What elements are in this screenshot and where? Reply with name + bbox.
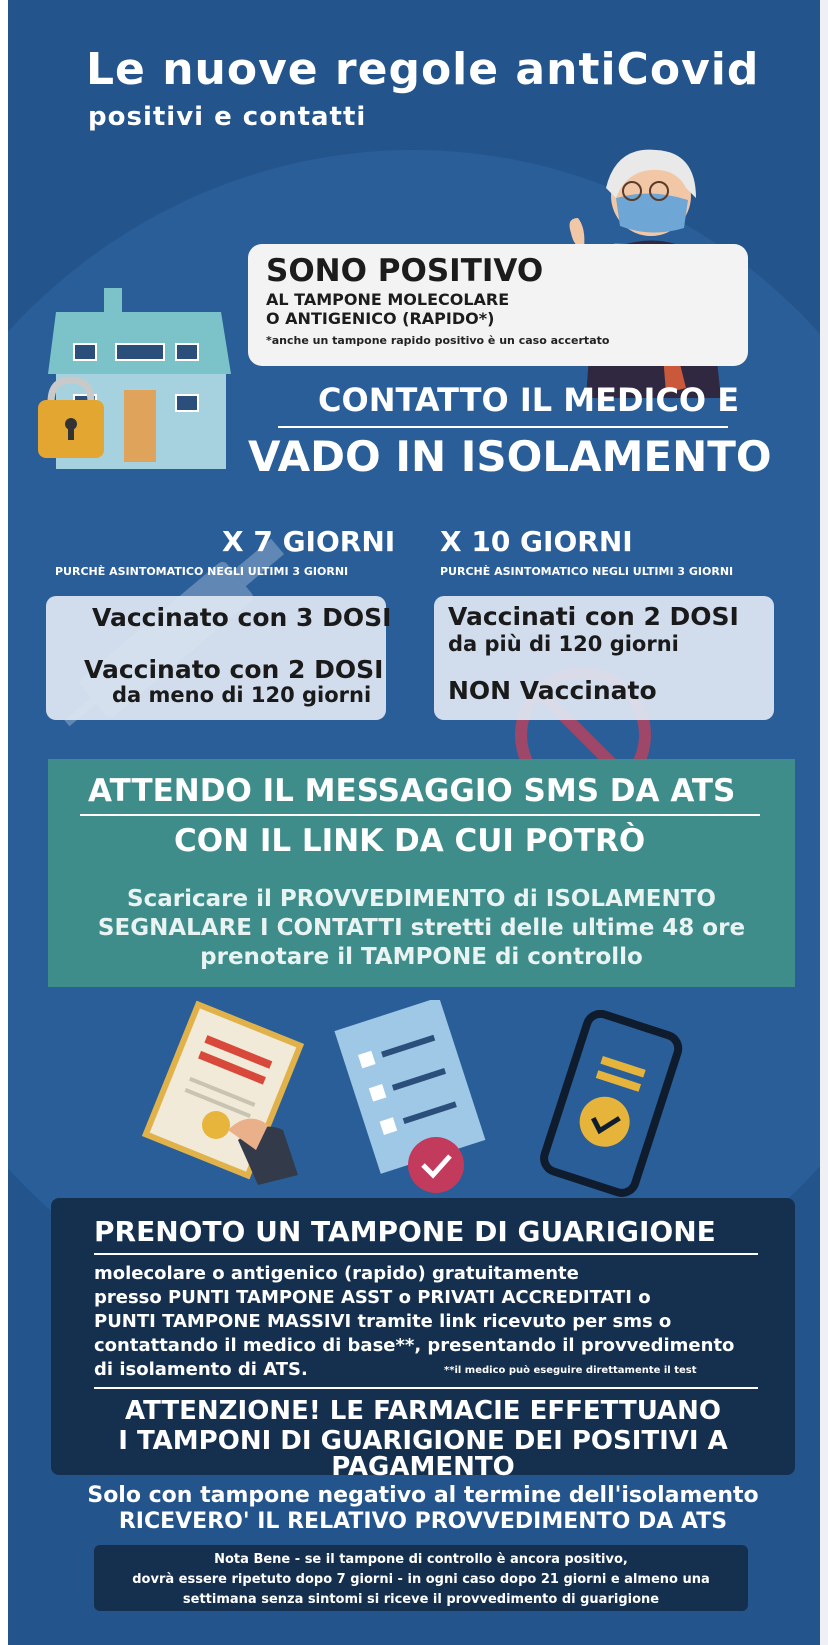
sms-subheading: CON IL LINK DA CUI POTRÒ	[174, 823, 646, 859]
booking-line-4: contattando il medico di base**, presentando il provvedimento	[94, 1335, 735, 1356]
nota-bene-line-2: dovrà essere ripetuto dopo 7 giorni - in ogni caso dopo 21 giorni e almeno una	[132, 1572, 710, 1587]
card-10-item-3: NON Vaccinato	[448, 676, 657, 705]
sms-line-2: SEGNALARE I CONTATTI stretti delle ultime 48 ore	[97, 915, 746, 941]
positive-title: SONO POSITIVO	[266, 253, 544, 289]
positive-line-2: O ANTIGENICO (RAPIDO*)	[266, 309, 495, 328]
duration-10-condition: PURCHÈ ASINTOMATICO NEGLI ULTIMI 3 GIORNI	[440, 565, 734, 578]
checklist-icon	[328, 1000, 498, 1200]
card-10-item-2: da più di 120 giorni	[448, 632, 679, 656]
booking-line-3: PUNTI TAMPONE MASSIVI tramite link ricevuto per sms o	[94, 1311, 672, 1332]
final-line-2: RICEVERO' IL RELATIVO PROVVEDIMENTO DA ATS	[118, 1509, 728, 1534]
sms-line-3: prenotare il TAMPONE di controllo	[200, 944, 643, 970]
page-title: Le nuove regole antiCovid	[86, 44, 760, 95]
card-7-item-1: Vaccinato con 3 DOSI	[92, 603, 392, 632]
positive-line-1: AL TAMPONE MOLECOLARE	[266, 290, 510, 309]
positive-note: *anche un tampone rapido positivo è un caso accertato	[266, 334, 610, 347]
smartphone-check-icon	[528, 1010, 688, 1200]
booking-line-2: presso PUNTI TAMPONE ASST o PRIVATI ACCREDITATI o	[94, 1287, 651, 1308]
booking-line-5: di isolamento di ATS.	[94, 1359, 308, 1380]
booking-divider-top	[94, 1253, 758, 1255]
contact-doctor-heading: CONTATTO IL MEDICO E	[318, 381, 740, 419]
certificate-icon	[128, 1000, 318, 1190]
booking-divider-bottom	[94, 1387, 758, 1389]
nota-bene-line-1: Nota Bene - se il tampone di controllo è ancora positivo,	[214, 1552, 628, 1567]
duration-7-condition: PURCHÈ ASINTOMATICO NEGLI ULTIMI 3 GIORNI	[55, 565, 349, 578]
booking-line-1: molecolare o antigenico (rapido) gratuitamente	[94, 1263, 579, 1284]
final-line-1: Solo con tampone negativo al termine dell'isolamento	[87, 1483, 759, 1508]
duration-7-days: X 7 GIORNI	[222, 525, 396, 558]
isolation-heading: VADO IN ISOLAMENTO	[248, 432, 772, 481]
sms-divider	[80, 814, 760, 816]
card-7-item-2: Vaccinato con 2 DOSI	[84, 655, 384, 684]
page-subtitle: positivi e contatti	[88, 102, 367, 132]
booking-footnote: **il medico può eseguire direttamente il test	[444, 1365, 697, 1376]
infographic-poster	[8, 0, 820, 1645]
warning-line-1: ATTENZIONE! LE FARMACIE EFFETTUANO	[124, 1396, 722, 1426]
heading-divider	[278, 426, 728, 428]
sms-heading: ATTENDO IL MESSAGGIO SMS DA ATS	[88, 773, 736, 809]
sms-line-1: Scaricare il PROVVEDIMENTO di ISOLAMENTO	[127, 886, 716, 912]
booking-heading: PRENOTO UN TAMPONE DI GUARIGIONE	[94, 1215, 716, 1248]
card-10-item-1: Vaccinati con 2 DOSI	[448, 602, 739, 631]
warning-line-2: I TAMPONI DI GUARIGIONE DEI POSITIVI A PAGAMENTO	[118, 1426, 728, 1482]
nota-bene-line-3: settimana senza sintomi si riceve il provvedimento di guarigione	[182, 1592, 660, 1607]
duration-10-days: X 10 GIORNI	[440, 525, 633, 558]
card-7-item-3: da meno di 120 giorni	[112, 683, 372, 707]
right-edge-strip	[820, 0, 828, 1645]
house-with-padlock-icon	[26, 282, 236, 477]
